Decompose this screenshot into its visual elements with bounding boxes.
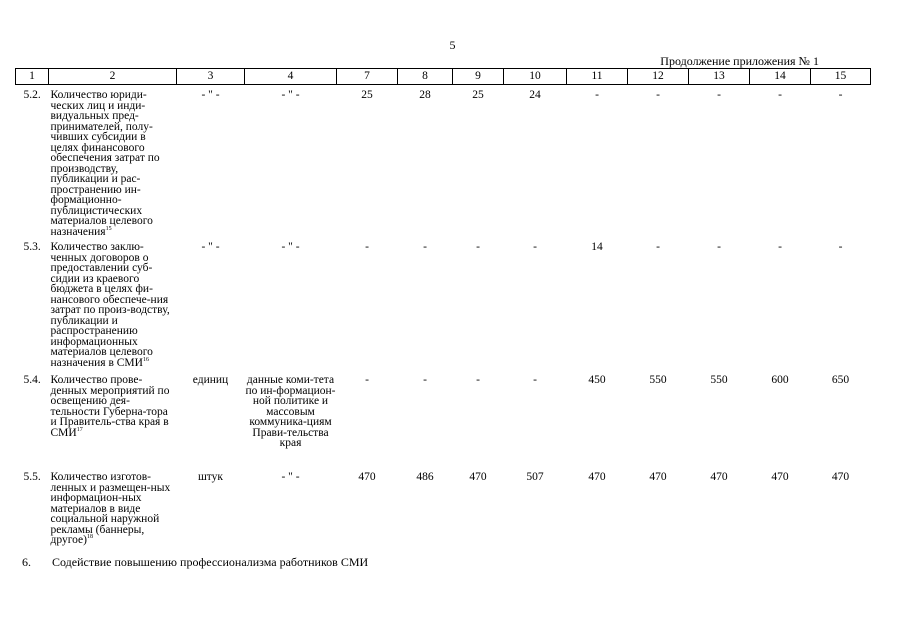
- page-number: 5: [449, 38, 456, 52]
- source-cell: - " -: [281, 471, 300, 483]
- indicator-name: [49, 467, 177, 552]
- value-cell: 25: [361, 89, 373, 101]
- value-cell: -: [717, 89, 721, 101]
- column-header: 15: [811, 69, 871, 85]
- value-cell: -: [838, 89, 843, 101]
- column-header: 11: [567, 69, 628, 85]
- value-cell: -: [778, 89, 782, 101]
- value-cell: -: [595, 89, 599, 101]
- unit-cell: единиц: [192, 374, 229, 386]
- indicator-name-text: Количество изготов-ленных и размещен-ных информацион-ных материалов в виде социальной наружной рекламы (баннеры, другое): [50, 471, 171, 546]
- value-cell: 550: [710, 374, 728, 386]
- column-header: 2: [49, 69, 177, 85]
- value-cell: -: [717, 241, 721, 253]
- unit-cell: штук: [197, 471, 224, 483]
- source-cell: - " -: [281, 89, 300, 101]
- section-heading: [22, 555, 368, 569]
- unit-cell: - " -: [201, 89, 220, 101]
- value-cell: 600: [771, 374, 789, 386]
- section-number: 6.: [22, 555, 31, 569]
- table-row: [16, 370, 871, 467]
- value-cell: -: [365, 241, 369, 253]
- column-header: 10: [504, 69, 567, 85]
- source-cell: - " -: [281, 241, 300, 253]
- indicator-name-text: Количество юриди-ческих лиц и инди-видуальных пред-принимателей, полу-чивших субсидии в целях финансового обеспечения затрат по производству, публикации и рас-пространению ин-формационно-публицистических материалов целевого назначения: [50, 89, 160, 238]
- value-cell: 470: [469, 471, 487, 483]
- value-cell: -: [656, 89, 660, 101]
- value-cell: 550: [649, 374, 667, 386]
- value-cell: -: [778, 241, 782, 253]
- row-number: 5.3.: [23, 241, 41, 253]
- continuation-note: Продолжение приложения № 1: [660, 54, 819, 68]
- value-cell: -: [533, 374, 537, 386]
- column-header: 7: [337, 69, 398, 85]
- value-cell: 470: [831, 471, 850, 483]
- value-cell: 470: [771, 471, 789, 483]
- section-title: Содействие повышению профессионализма работников СМИ: [52, 555, 369, 569]
- value-cell: -: [476, 374, 480, 386]
- column-header: 13: [689, 69, 750, 85]
- column-header: 9: [453, 69, 504, 85]
- footnote-marker: 16: [142, 356, 149, 363]
- indicator-name: [49, 85, 177, 238]
- value-cell: -: [838, 241, 843, 253]
- value-cell: -: [423, 241, 427, 253]
- row-number: 5.4.: [23, 374, 41, 386]
- value-cell: 450: [588, 374, 606, 386]
- column-header: 1: [16, 69, 49, 85]
- table-row: [16, 237, 871, 370]
- value-cell: 14: [591, 241, 603, 253]
- row-number: 5.5.: [23, 471, 41, 483]
- value-cell: 486: [416, 471, 434, 483]
- value-cell: 28: [419, 89, 431, 101]
- value-cell: 470: [710, 471, 728, 483]
- column-header: 8: [398, 69, 453, 85]
- footnote-marker: 15: [105, 225, 112, 232]
- row-number: 5.2.: [23, 89, 41, 101]
- value-cell: -: [423, 374, 427, 386]
- value-cell: 470: [358, 471, 376, 483]
- column-number-row: [16, 69, 871, 85]
- indicator-name: [49, 370, 177, 467]
- value-cell: 650: [831, 374, 850, 386]
- value-cell: 25: [472, 89, 484, 101]
- column-header: 14: [750, 69, 811, 85]
- column-header: 12: [628, 69, 689, 85]
- column-header: 4: [245, 69, 337, 85]
- value-cell: 470: [588, 471, 606, 483]
- footnote-marker: 17: [76, 426, 83, 433]
- value-cell: -: [656, 241, 660, 253]
- indicator-name-text: Количество прове-денных мероприятий по освещению дея-тельности Губерна-тора и Правитель-ства края в СМИ: [50, 374, 170, 439]
- value-cell: 470: [649, 471, 667, 483]
- footnote-marker: 18: [86, 534, 93, 541]
- value-cell: 24: [529, 89, 541, 101]
- indicators-table: [15, 68, 871, 552]
- value-cell: -: [365, 374, 369, 386]
- table-row: [16, 467, 871, 552]
- value-cell: -: [533, 241, 537, 253]
- value-cell: 507: [526, 471, 544, 483]
- unit-cell: - " -: [201, 241, 220, 253]
- value-cell: -: [476, 241, 480, 253]
- column-header: 3: [177, 69, 245, 85]
- indicator-name-text: Количество заклю-ченных договоров о предоставлении суб-сидии из краевого бюджета в целях фи-нансового обеспече-ния затрат по произ-водству, публикации и распространению информационных материалов целевого назначения в СМИ: [50, 241, 170, 369]
- indicator-name: [49, 237, 177, 370]
- table-row: [16, 85, 871, 238]
- source-cell: данные коми-тета по ин-формацион-ной политике и массовым коммуника-циям Прави-тельства края: [245, 374, 336, 449]
